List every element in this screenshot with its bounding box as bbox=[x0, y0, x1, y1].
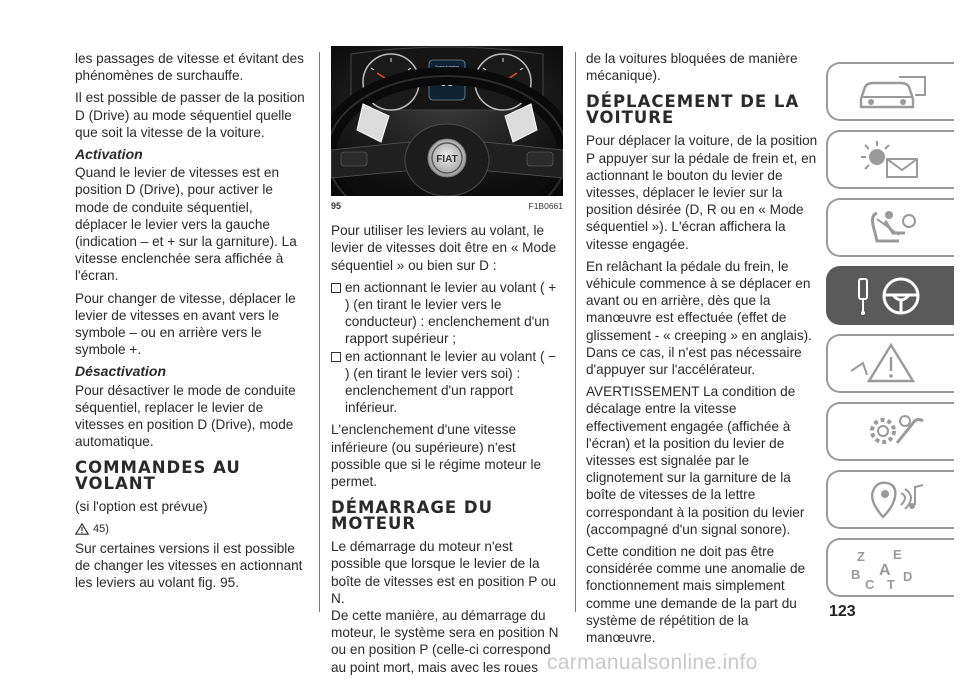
checkbox-bullet-icon bbox=[331, 283, 341, 293]
subheading-deactivation: Désactivation bbox=[75, 363, 167, 380]
tab-safety[interactable] bbox=[826, 198, 954, 257]
paragraph: Pour désactiver le mode de conduite séquentiel, replacer le levier de vitesses en position D (Drive), mode automatique. bbox=[75, 382, 296, 450]
paragraph: L'enclenchement d'une vitesse inférieure (ou supérieure) n'est possible que si le régime moteur le permet. bbox=[331, 422, 542, 490]
tab-multimedia[interactable] bbox=[826, 470, 954, 529]
paragraph: (si l'option est prévue) bbox=[75, 499, 208, 515]
index-letter: C bbox=[865, 576, 875, 591]
paragraph: Pour utiliser les leviers au volant, le levier de vitesses doit être en « Mode séquentiel » ou bien sur D : bbox=[331, 223, 557, 273]
column-1 bbox=[75, 50, 307, 596]
warning-ref-number: 45) bbox=[93, 522, 109, 535]
gear-wrench-icon bbox=[843, 409, 939, 455]
paragraph: En relâchant la pédale du frein, le véhicule commence à se déplacer en avant ou en arrière, dès que la manœuvre est effectuée (effet de glissement - « creeping » en anglais). Dans ce cas, il n'est pas nécessaire d'appuyer sur l'accélérateur. bbox=[586, 258, 812, 378]
index-letter: Z bbox=[857, 548, 865, 564]
tab-index[interactable] bbox=[826, 538, 954, 597]
paragraph: Quand le levier de vitesses est en position D (Drive), pour activer le mode de conduite séquentiel, déplacer le levier vers la gauche (indication – et + sur la garniture). La vitesse enclenchée sera affichée à l'écran. bbox=[75, 165, 297, 284]
index-letter: T bbox=[887, 576, 895, 591]
index-letter: E bbox=[893, 546, 902, 562]
paragraph: AVERTISSEMENT La condition de décalage entre la vitesse effectivement engagée (affichée à l'écran) et la position du levier de vitesses est signalée par le clignotement sur la garniture de la boîte de vitesses de la lettre correspondant à la position du levier (accompagné d'un signal sonore). bbox=[586, 384, 805, 537]
index-letter: A bbox=[879, 561, 891, 579]
list-item-text: en actionnant le levier au volant ( − ) (en tirant le levier vers soi) : enclenchement d'un rapport inférieur. bbox=[345, 348, 557, 416]
subheading-activation: Activation bbox=[75, 146, 143, 163]
section-heading-moving-car: DÉPLACEMENT DE LA VOITURE bbox=[586, 92, 800, 128]
warning-crash-icon bbox=[843, 341, 939, 387]
tab-maintenance[interactable] bbox=[826, 402, 954, 461]
alphabetical-index-icon bbox=[843, 545, 939, 591]
figure-caption bbox=[331, 198, 563, 215]
tab-car-dashboard[interactable] bbox=[826, 62, 954, 121]
column-divider bbox=[575, 52, 576, 612]
list-item bbox=[331, 348, 563, 417]
paragraph: Sur certaines versions il est possible de changer les vitesses en actionnant les leviers au volant fig. 95. bbox=[75, 540, 303, 591]
figure-steering-wheel bbox=[331, 46, 563, 196]
list-item bbox=[331, 279, 563, 348]
index-letter: B bbox=[851, 566, 861, 582]
key-steering-wheel-icon bbox=[843, 273, 939, 319]
paragraph: les passages de vitesse et évitant des phénomènes de surchauffe. bbox=[75, 51, 304, 84]
paragraph: Le démarrage du moteur n'est possible que lorsque le levier de la boîte de vitesses est en position P ou N. De cette manière, au démarrage du moteur, le système sera en position N ou en position P (celle-ci correspond au point mort, mais avec les roues bbox=[331, 539, 559, 675]
column-divider bbox=[319, 52, 320, 612]
car-dashboard-icon bbox=[843, 69, 939, 115]
paragraph: de la voitures bloquées de manière mécanique). bbox=[586, 51, 798, 84]
page-number: 123 bbox=[829, 603, 856, 620]
paragraph: Cette condition ne doit pas être considérée comme une anomalie de fonctionnement mais simplement comme une demande de la part du système de répétition de la manœuvre. bbox=[586, 544, 806, 646]
paragraph: Pour déplacer la voiture, de la position P appuyer sur la pédale de frein et, en actionnant le bouton du levier de vitesses, déplacer le levier sur la position désirée (D, R ou en « Mode séquentiel »). L'écran affichera la vitesse engagée. bbox=[586, 133, 818, 252]
speedometer-label: Speedometer bbox=[434, 64, 460, 69]
list-item-text: en actionnant le levier au volant ( + ) (en tirant le levier vers le conducteur) : enclenchement d'un rapport supérieur ; bbox=[345, 279, 557, 347]
figure-number: 95 bbox=[331, 201, 342, 211]
section-heading-engine-start: DÉMARRAGE DU MOTEUR bbox=[331, 498, 493, 534]
figure-code: F1B0661 bbox=[528, 201, 563, 211]
checkbox-bullet-icon bbox=[331, 352, 341, 362]
column-2 bbox=[331, 46, 563, 681]
sun-envelope-icon bbox=[843, 137, 939, 183]
tab-emergency[interactable] bbox=[826, 334, 954, 393]
display-value: 98 bbox=[440, 75, 454, 89]
seat-airbag-icon bbox=[843, 205, 939, 251]
tab-starting-driving[interactable] bbox=[826, 266, 954, 325]
tab-lights-messages[interactable] bbox=[826, 130, 954, 189]
warning-reference bbox=[75, 521, 307, 538]
paragraph: Il est possible de passer de la position D (Drive) au mode séquentiel quelle que soit la vitesse de la voiture. bbox=[75, 90, 305, 140]
column-3 bbox=[586, 50, 818, 651]
fiat-logo: FIAT bbox=[436, 154, 458, 165]
watermark: carmanualsonline.info bbox=[547, 651, 758, 674]
steering-wheel-illustration bbox=[331, 46, 563, 196]
index-letter: D bbox=[903, 568, 913, 584]
section-heading-steering-controls: COMMANDES AU VOLANT bbox=[75, 458, 241, 494]
paragraph: Pour changer de vitesse, déplacer le levier de vitesses en avant vers le symbole – ou en arrière vers le symbole +. bbox=[75, 290, 296, 358]
warning-triangle-icon bbox=[75, 523, 89, 535]
navigation-media-icon bbox=[843, 477, 939, 523]
